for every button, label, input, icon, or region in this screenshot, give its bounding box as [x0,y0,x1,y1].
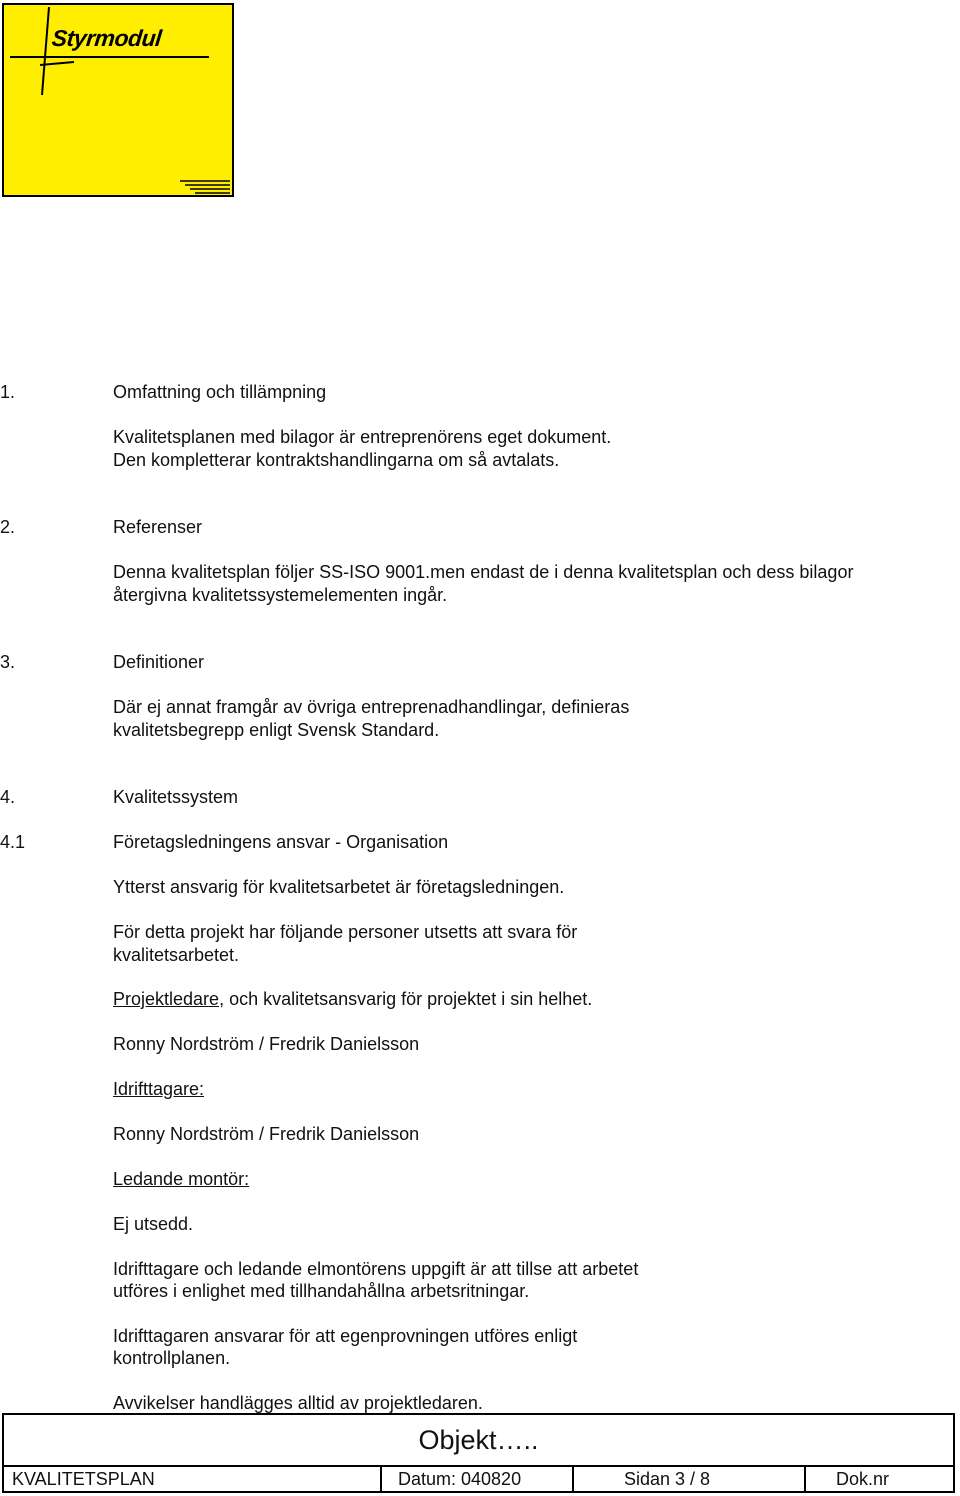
section-4-1-paragraph-2-line-1: För detta projekt har följande personer utsetts att svara för [113,922,578,942]
section-2-line-1: Denna kvalitetsplan följer SS-ISO 9001.men endast de i denna kvalitetsplan och dess bilagor [113,562,854,582]
ledande-montor-label: Ledande montör: [113,1169,250,1189]
section-4-1-paragraph-3-line-1: Idrifttagare och ledande elmontörens uppgift är att tillse att arbetet [113,1259,639,1279]
section-1-title: Omfattning och tillämpning [113,382,327,402]
section-4-number: 4. [0,787,16,807]
section-3-line-2: kvalitetsbegrepp enligt Svensk Standard. [113,720,440,740]
section-4-1-paragraph-2-line-2: kvalitetsarbetet. [113,945,240,965]
footer-doknr: Dok.nr [836,1469,890,1489]
footer-doc-type: KVALITETSPLAN [4,1465,382,1493]
section-2-title: Referenser [113,517,203,537]
section-4-1-paragraph-4-line-2: kontrollplanen. [113,1348,231,1368]
footer-datum: Datum: 040820 [382,1465,574,1493]
projektledare-line [113,988,592,1011]
document-footer [2,1413,955,1493]
section-4-title: Kvalitetssystem [113,787,239,807]
section-4-1-paragraph-4-line-1: Idrifttagaren ansvarar för att egenprovningen utföres enligt [113,1326,578,1346]
section-4-1-title: Företagsledningens ansvar - Organisation [113,832,449,852]
section-4-1-number: 4.1 [0,832,26,852]
section-3-title: Definitioner [113,652,205,672]
footer-object-row [4,1415,953,1467]
section-4-1-paragraph-5: Avvikelser handlägges alltid av projektledaren. [113,1393,483,1413]
footer-sidan: Sidan 3 / 8 [574,1465,806,1493]
section-3-line-1: Där ej annat framgår av övriga entreprenadhandlingar, definieras [113,697,630,717]
footer-objekt: Objekt….. [418,1425,539,1455]
section-1-line-1: Kvalitetsplanen med bilagor är entreprenörens eget dokument. [113,427,612,447]
projektledare-names: Ronny Nordström / Fredrik Danielsson [113,1034,420,1054]
idrifttagare-names: Ronny Nordström / Fredrik Danielsson [113,1124,420,1144]
projektledare-rest: , och kvalitetsansvarig för projektet i sin helhet. [219,989,593,1009]
section-2-number: 2. [0,517,16,537]
section-3-number: 3. [0,652,16,672]
section-1-number: 1. [0,382,16,402]
idrifttagare-label: Idrifttagare: [113,1079,205,1099]
section-1-line-2: Den kompletterar kontraktshandlingarna om så avtalats. [113,450,560,470]
section-4-1-paragraph-1: Ytterst ansvarig för kvalitetsarbetet är företagsledningen. [113,877,565,897]
ledande-montor-value: Ej utsedd. [113,1214,194,1234]
section-2-line-2: återgivna kvalitetssystemelementen ingår. [113,585,448,605]
company-logo [2,3,234,197]
projektledare-label: Projektledare [113,989,220,1009]
logo-text: Styrmodul [50,25,163,51]
section-4-1-paragraph-3-line-2: utföres i enlighet med tillhandahållna arbetsritningar. [113,1281,530,1301]
